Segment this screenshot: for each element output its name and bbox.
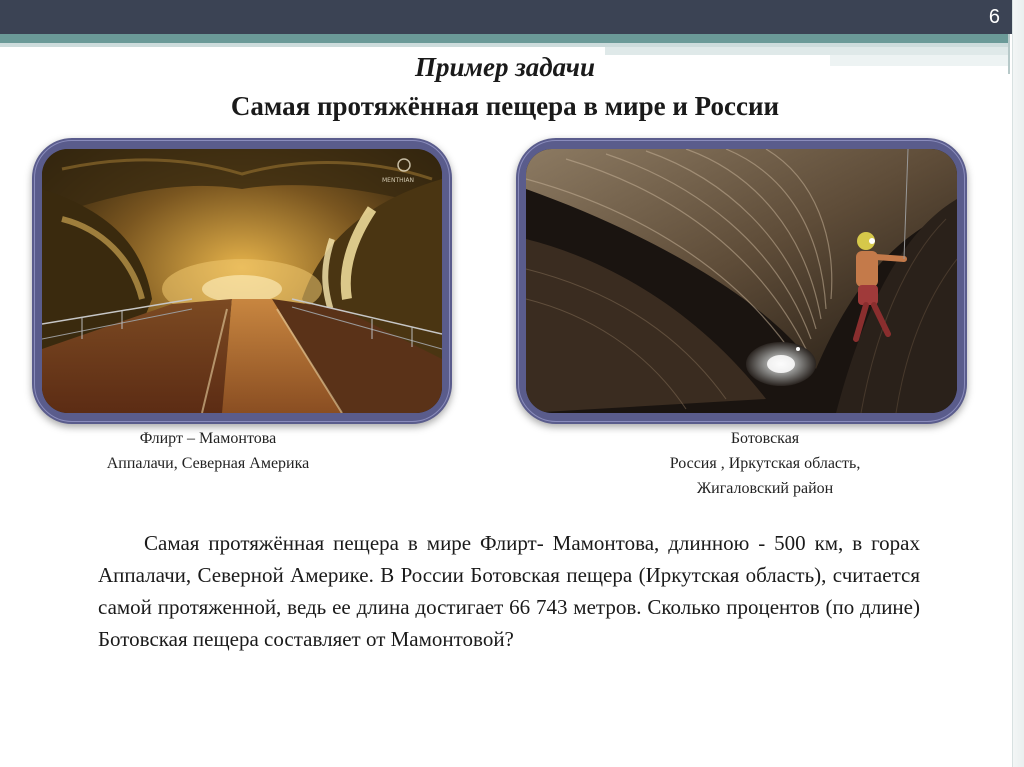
header-bar — [0, 0, 1024, 34]
left-caption — [72, 426, 344, 476]
header-stripe — [0, 34, 1008, 43]
slide-subtitle: Самая протяжённая пещера в мире и России — [230, 91, 780, 121]
mammoth-cave-image — [42, 149, 442, 413]
right-caption-line: Россия , Иркутская область, — [669, 455, 861, 472]
left-caption-line: Аппалачи, Северная Америка — [106, 455, 310, 472]
right-caption-line: Ботовская — [730, 430, 800, 447]
svg-text:MENTHIAN: MENTHIAN — [382, 177, 414, 184]
left-caption-line: Флирт – Мамонтова — [139, 430, 277, 447]
problem-text-block — [98, 527, 920, 655]
page-number: 6 — [988, 6, 1000, 28]
right-caption — [620, 426, 910, 501]
botovskaya-cave-image — [526, 149, 957, 413]
mammoth-cave-photo — [42, 149, 442, 413]
right-caption-line: Жигаловский район — [696, 480, 834, 497]
slide-title: Пример задачи — [414, 52, 595, 82]
botovskaya-cave-photo — [526, 149, 957, 413]
problem-text: Самая протяжённая пещера в мире Флирт- Мамонтова, длинною - 500 км, в горах Аппалачи, Северной Америке. В России Ботовская пещера (Иркутская область), считается самой протяженной, ведь ее длина достигает 66 743 метров. Сколько процентов (по длине) Ботовская пещера составляет от Мамонтовой? — [98, 531, 920, 651]
right-edge-bar — [1012, 0, 1024, 767]
right-photo-frame — [516, 138, 967, 424]
left-photo-frame — [32, 138, 452, 424]
